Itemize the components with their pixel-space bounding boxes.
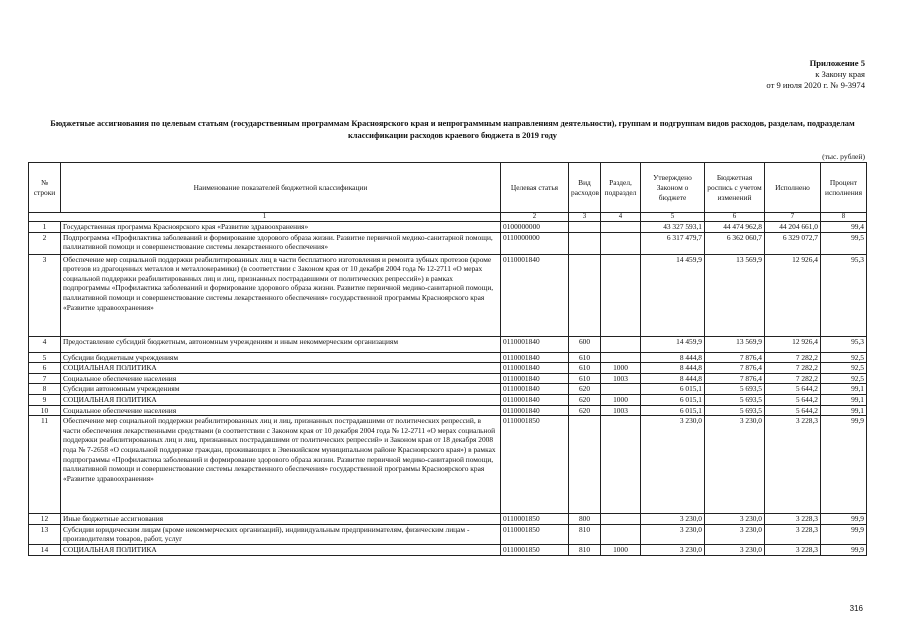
- cell-executed: 5 644,2: [765, 394, 821, 405]
- column-number: 5: [641, 213, 705, 222]
- cell-percent: 92,5: [821, 363, 867, 374]
- table-row: [29, 232, 867, 254]
- cell-section: [601, 514, 641, 525]
- cell-budget-list: 13 569,9: [705, 336, 765, 352]
- cell-budget-list: 7 876,4: [705, 373, 765, 384]
- cell-percent: 95,3: [821, 336, 867, 352]
- cell-executed: 7 282,2: [765, 373, 821, 384]
- cell-expense-type: 610: [569, 363, 601, 374]
- cell-target-article: 0110001850: [501, 514, 569, 525]
- cell-expense-type: 810: [569, 524, 601, 544]
- cell-row-number: 8: [29, 384, 61, 395]
- cell-percent: 99,1: [821, 394, 867, 405]
- cell-section: [601, 416, 641, 514]
- cell-row-number: 6: [29, 363, 61, 374]
- cell-row-number: 5: [29, 352, 61, 363]
- table-row: [29, 222, 867, 233]
- cell-row-number: 12: [29, 514, 61, 525]
- cell-name: Субсидии автономным учреждениям: [61, 384, 501, 395]
- cell-row-number: 3: [29, 254, 61, 336]
- cell-approved: 6 317 479,7: [641, 232, 705, 254]
- cell-expense-type: 610: [569, 352, 601, 363]
- cell-row-number: 2: [29, 232, 61, 254]
- cell-section: [601, 222, 641, 233]
- cell-row-number: 4: [29, 336, 61, 352]
- cell-name: Предоставление субсидий бюджетным, автономным учреждениям и иным некоммерческим организациям: [61, 336, 501, 352]
- table-row: [29, 254, 867, 336]
- cell-expense-type: 600: [569, 336, 601, 352]
- cell-row-number: 9: [29, 394, 61, 405]
- cell-approved: 6 015,1: [641, 384, 705, 395]
- appendix-title: Приложение 5: [809, 58, 865, 68]
- cell-approved: 8 444,8: [641, 363, 705, 374]
- cell-target-article: 0110001850: [501, 544, 569, 555]
- header-budget-list: Бюджетная роспись с учетом изменений: [705, 163, 765, 213]
- cell-executed: 7 282,2: [765, 363, 821, 374]
- cell-expense-type: [569, 222, 601, 233]
- cell-name: СОЦИАЛЬНАЯ ПОЛИТИКА: [61, 394, 501, 405]
- cell-budget-list: 13 569,9: [705, 254, 765, 336]
- table-row: [29, 514, 867, 525]
- cell-target-article: 0110001840: [501, 363, 569, 374]
- column-number: 3: [569, 213, 601, 222]
- column-number-row: [29, 213, 867, 222]
- header-approved: Утверждено Законом о бюджете: [641, 163, 705, 213]
- cell-target-article: 0110001840: [501, 373, 569, 384]
- table-row: [29, 336, 867, 352]
- cell-approved: 14 459,9: [641, 336, 705, 352]
- header-type: Вид расходов: [569, 163, 601, 213]
- appendix-block: [766, 58, 865, 91]
- cell-executed: 3 228,3: [765, 544, 821, 555]
- cell-budget-list: 3 230,0: [705, 524, 765, 544]
- cell-row-number: 1: [29, 222, 61, 233]
- cell-section: 1003: [601, 373, 641, 384]
- cell-row-number: 7: [29, 373, 61, 384]
- header-executed: Исполнено: [765, 163, 821, 213]
- cell-section: [601, 254, 641, 336]
- column-number: 1: [29, 213, 501, 222]
- cell-target-article: 0110001840: [501, 254, 569, 336]
- cell-budget-list: 7 876,4: [705, 352, 765, 363]
- cell-section: [601, 336, 641, 352]
- cell-target-article: 0110001840: [501, 384, 569, 395]
- cell-name: СОЦИАЛЬНАЯ ПОЛИТИКА: [61, 363, 501, 374]
- cell-budget-list: 6 362 060,7: [705, 232, 765, 254]
- header-name: Наименование показателей бюджетной классификации: [61, 163, 501, 213]
- cell-section: 1000: [601, 544, 641, 555]
- cell-budget-list: 3 230,0: [705, 544, 765, 555]
- cell-approved: 8 444,8: [641, 373, 705, 384]
- table-row: [29, 373, 867, 384]
- cell-budget-list: 5 693,5: [705, 384, 765, 395]
- units-label: (тыс. рублей): [822, 152, 865, 161]
- cell-section: [601, 232, 641, 254]
- cell-percent: 99,9: [821, 544, 867, 555]
- cell-section: [601, 384, 641, 395]
- cell-approved: 14 459,9: [641, 254, 705, 336]
- table-row: [29, 384, 867, 395]
- cell-approved: 3 230,0: [641, 524, 705, 544]
- cell-percent: 99,9: [821, 524, 867, 544]
- cell-percent: 99,5: [821, 232, 867, 254]
- cell-section: [601, 352, 641, 363]
- document-title: Бюджетные ассигнования по целевым статьям (государственным программам Красноярского края и непрограммным направлениям деятельности), группам и подгруппам видов расходов, разделам, подразделам классификации расходов краевого бюджета в 2019 году: [50, 119, 855, 140]
- cell-row-number: 13: [29, 524, 61, 544]
- table-row: [29, 544, 867, 555]
- column-number: 6: [705, 213, 765, 222]
- cell-approved: 3 230,0: [641, 544, 705, 555]
- cell-percent: 99,9: [821, 514, 867, 525]
- cell-target-article: 0110001840: [501, 352, 569, 363]
- cell-percent: 95,3: [821, 254, 867, 336]
- cell-target-article: 0110001840: [501, 336, 569, 352]
- cell-expense-type: 800: [569, 514, 601, 525]
- table-row: [29, 352, 867, 363]
- cell-approved: 3 230,0: [641, 416, 705, 514]
- column-number: 2: [501, 213, 569, 222]
- cell-approved: 8 444,8: [641, 352, 705, 363]
- cell-executed: 7 282,2: [765, 352, 821, 363]
- cell-name: СОЦИАЛЬНАЯ ПОЛИТИКА: [61, 544, 501, 555]
- table-row: [29, 524, 867, 544]
- cell-percent: 92,5: [821, 352, 867, 363]
- cell-expense-type: 610: [569, 373, 601, 384]
- cell-executed: 5 644,2: [765, 405, 821, 416]
- cell-expense-type: 620: [569, 394, 601, 405]
- cell-expense-type: [569, 232, 601, 254]
- cell-budget-list: 3 230,0: [705, 514, 765, 525]
- cell-row-number: 14: [29, 544, 61, 555]
- table-row: [29, 405, 867, 416]
- header-percent: Процент исполнения: [821, 163, 867, 213]
- cell-target-article: 0110001850: [501, 416, 569, 514]
- cell-percent: 99,1: [821, 384, 867, 395]
- budget-table: [28, 162, 867, 556]
- cell-name: Обеспечение мер социальной поддержки реабилитированных лиц и лиц, признанных пострадавшими от политических репрессий, в части обеспечения лекарственными средствами (в соответствии с Законом края от 10 декабря 2004 года № 12-2711 «О мерах социальной поддержки реабилитированных лиц и лиц, признанных пострадавшими от политических репрессий» и Законом края от 18 декабря 2008 года № 7-2658 «О социальной поддержке граждан, проживающих в Эвенкийском муниципальном районе Красноярского края») в рамках подпрограммы «Профилактика заболеваний и формирование здорового образа жизни. Развитие первичной медико-санитарной помощи, паллиативной помощи и совершенствование системы лекарственного обеспечения» государственной программы Красноярского края «Развитие здравоохранения»: [61, 416, 501, 514]
- cell-target-article: 0110001850: [501, 524, 569, 544]
- cell-row-number: 10: [29, 405, 61, 416]
- cell-section: 1000: [601, 394, 641, 405]
- cell-name: Государственная программа Красноярского края «Развитие здравоохранения»: [61, 222, 501, 233]
- cell-name: Социальное обеспечение населения: [61, 405, 501, 416]
- cell-expense-type: 620: [569, 405, 601, 416]
- table-row: [29, 363, 867, 374]
- cell-section: 1003: [601, 405, 641, 416]
- cell-target-article: 0110001840: [501, 405, 569, 416]
- appendix-date: от 9 июля 2020 г. № 9-3974: [766, 80, 865, 90]
- cell-name: Обеспечение мер социальной поддержки реабилитированных лиц в части бесплатного изготовления и ремонта зубных протезов (кроме протезов из драгоценных металлов и металлокерамики) (в соответствии с Законом края от 10 декабря 2004 года № 12-2711 «О мерах социальной поддержки реабилитированных лиц и лиц, признанных пострадавшими от политических репрессий») в рамках подпрограммы «Профилактика заболеваний и формирование здорового образа жизни. Развитие первичной медико-санитарной помощи, паллиативной помощи и совершенствование системы лекарственного обеспечения» государственной программы Красноярского края «Развитие здравоохранения»: [61, 254, 501, 336]
- table-row: [29, 416, 867, 514]
- header-target: Целевая статья: [501, 163, 569, 213]
- cell-section: [601, 524, 641, 544]
- cell-executed: 44 204 661,0: [765, 222, 821, 233]
- cell-target-article: 0110001840: [501, 394, 569, 405]
- appendix-law-ref: к Закону края: [815, 69, 865, 79]
- column-number: 7: [765, 213, 821, 222]
- table-header-row: [29, 163, 867, 213]
- cell-name: Социальное обеспечение населения: [61, 373, 501, 384]
- header-section: Раздел, подраздел: [601, 163, 641, 213]
- cell-executed: 12 926,4: [765, 254, 821, 336]
- cell-budget-list: 5 693,5: [705, 405, 765, 416]
- cell-section: 1000: [601, 363, 641, 374]
- cell-approved: 3 230,0: [641, 514, 705, 525]
- cell-budget-list: 5 693,5: [705, 394, 765, 405]
- cell-expense-type: 810: [569, 544, 601, 555]
- cell-expense-type: [569, 416, 601, 514]
- cell-executed: 3 228,3: [765, 524, 821, 544]
- cell-percent: 99,4: [821, 222, 867, 233]
- cell-executed: 6 329 072,7: [765, 232, 821, 254]
- cell-name: Субсидии юридическим лицам (кроме некоммерческих организаций), индивидуальным предпринимателям, физическим лицам - производителям товаров, работ, услуг: [61, 524, 501, 544]
- cell-expense-type: [569, 254, 601, 336]
- column-number: 8: [821, 213, 867, 222]
- cell-target-article: 0110000000: [501, 232, 569, 254]
- cell-approved: 6 015,1: [641, 405, 705, 416]
- column-number: 4: [601, 213, 641, 222]
- cell-name: Иные бюджетные ассигнования: [61, 514, 501, 525]
- cell-approved: 6 015,1: [641, 394, 705, 405]
- cell-executed: 3 228,3: [765, 514, 821, 525]
- table-row: [29, 394, 867, 405]
- cell-name: Подпрограмма «Профилактика заболеваний и формирование здорового образа жизни. Развитие первичной медико-санитарной помощи, паллиативной помощи и совершенствование системы лекарственного обеспечения»: [61, 232, 501, 254]
- cell-approved: 43 327 593,1: [641, 222, 705, 233]
- cell-percent: 99,1: [821, 405, 867, 416]
- cell-row-number: 11: [29, 416, 61, 514]
- cell-percent: 92,5: [821, 373, 867, 384]
- cell-percent: 99,9: [821, 416, 867, 514]
- cell-executed: 3 228,3: [765, 416, 821, 514]
- cell-budget-list: 3 230,0: [705, 416, 765, 514]
- cell-expense-type: 620: [569, 384, 601, 395]
- cell-budget-list: 44 474 962,8: [705, 222, 765, 233]
- header-num: № строки: [29, 163, 61, 213]
- cell-executed: 5 644,2: [765, 384, 821, 395]
- cell-target-article: 0100000000: [501, 222, 569, 233]
- cell-executed: 12 926,4: [765, 336, 821, 352]
- cell-name: Субсидии бюджетным учреждениям: [61, 352, 501, 363]
- page-number: 316: [849, 604, 863, 613]
- cell-budget-list: 7 876,4: [705, 363, 765, 374]
